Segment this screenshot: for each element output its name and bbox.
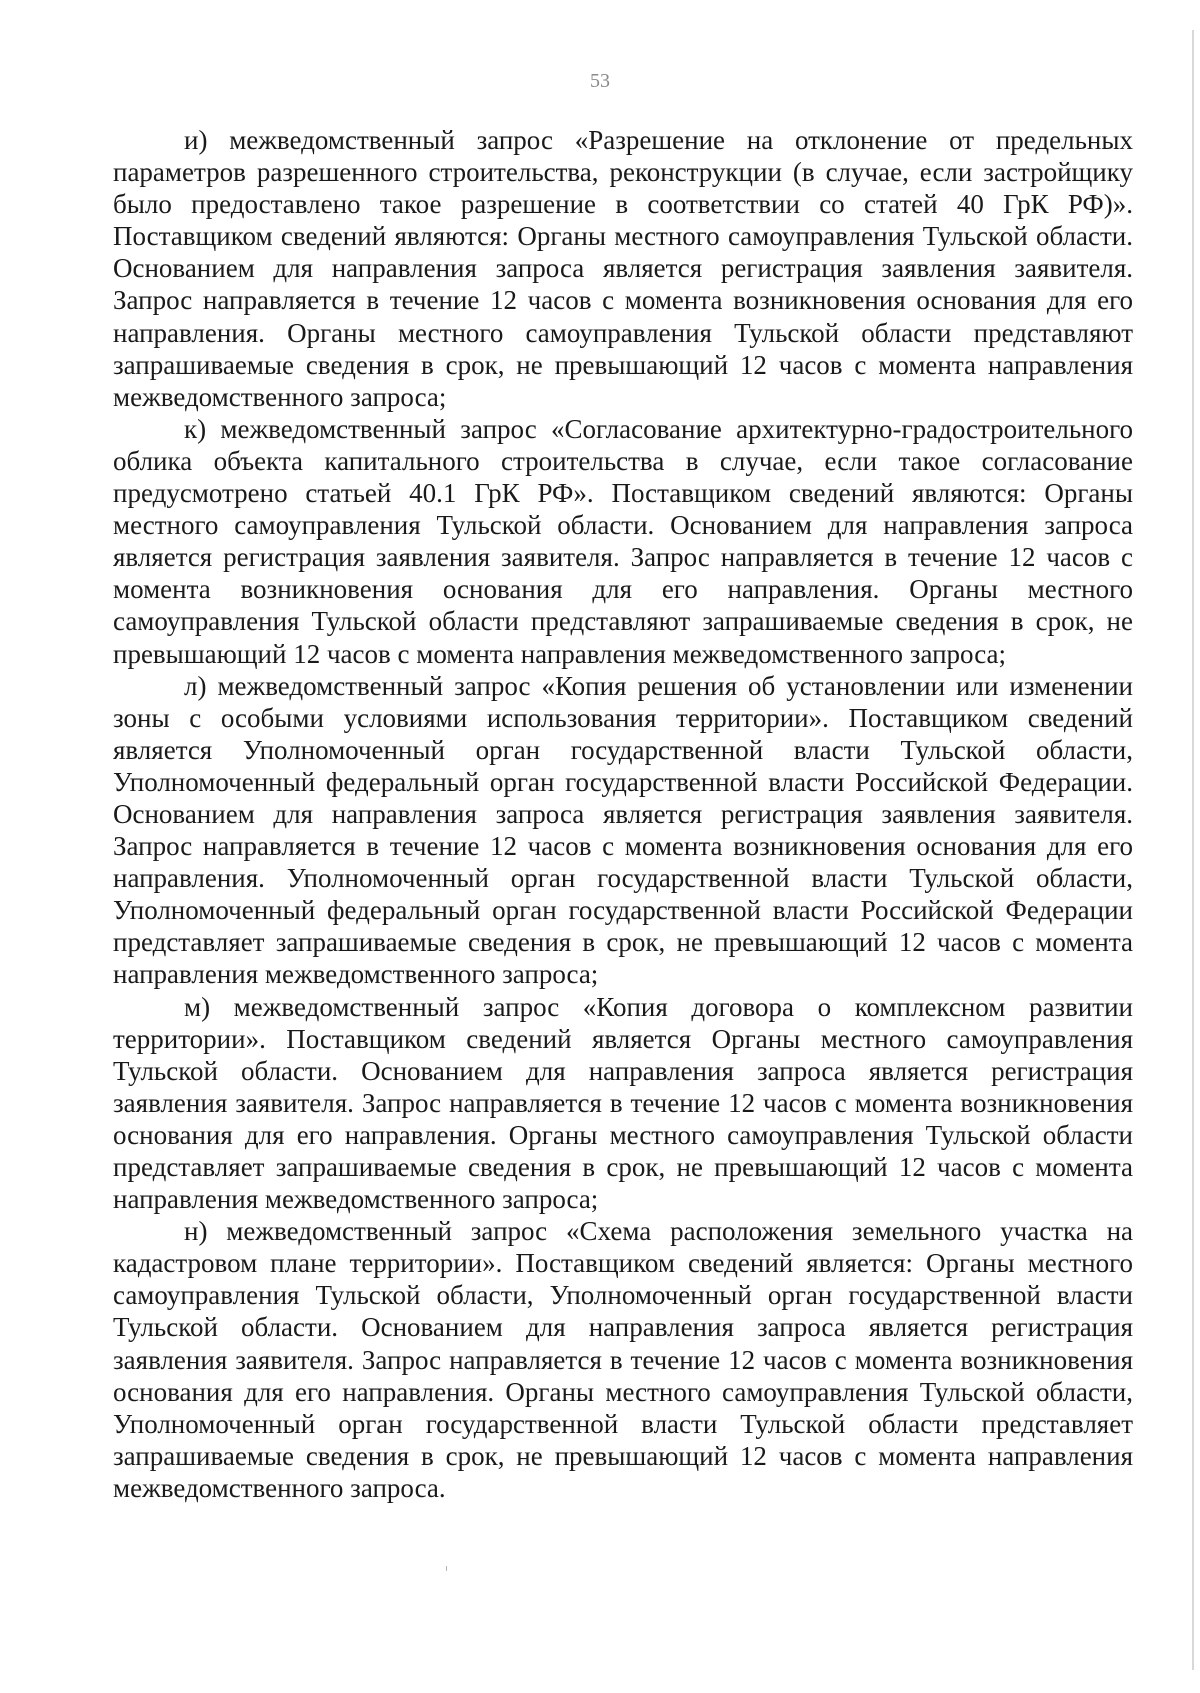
- document-body: [113, 124, 1133, 1504]
- paragraph-n: н) межведомственный запрос «Схема расположения земельного участка на кадастровом плане территории». Поставщиком сведений является: Органы местного самоуправления Тульской области, Уполномоченный орган государственной власти Тульской области. Основанием для направления запроса является регистрация заявления заявителя. Запрос направляется в течение 12 часов с момента возникновения основания для его направления. Органы местного самоуправления Тульской области, Уполномоченный орган государственной власти Тульской области представляет запрашиваемые сведения в срок, не превышающий 12 часов с момента направления межведомственного запроса.: [113, 1216, 1133, 1503]
- paragraph-l: л) межведомственный запрос «Копия решения об установлении или изменении зоны с особыми условиями использования территории». Поставщиком сведений является Уполномоченный орган государственной власти Тульской области, Уполномоченный федеральный орган государственной власти Российской Федерации. Основанием для направления запроса является регистрация заявления заявителя. Запрос направляется в течение 12 часов с момента возникновения основания для его направления. Уполномоченный орган государственной власти Тульской области, Уполномоченный федеральный орган государственной власти Российской Федерации представляет запрашиваемые сведения в срок, не превышающий 12 часов с момента направления межведомственного запроса;: [113, 670, 1133, 990]
- scan-edge-line: [1192, 30, 1194, 1670]
- paragraph-m: м) межведомственный запрос «Копия договора о комплексном развитии территории». Поставщиком сведений является Органы местного самоуправления Тульской области. Основанием для направления запроса является регистрация заявления заявителя. Запрос направляется в течение 12 часов с момента возникновения основания для его направления. Органы местного самоуправления Тульской области представляет запрашиваемые сведения в срок, не превышающий 12 часов с момента направления межведомственного запроса;: [113, 991, 1133, 1215]
- paragraph-k: к) межведомственный запрос «Согласование архитектурно-градостроительного облика объекта капитального строительства в случае, если такое согласование предусмотрено статьей 40.1 ГрК РФ». Поставщиком сведений являются: Органы местного самоуправления Тульской области. Основанием для направления запроса является регистрация заявления заявителя. Запрос направляется в течение 12 часов с момента возникновения основания для его направления. Органы местного самоуправления Тульской области представляют запрашиваемые сведения в срок, не превышающий 12 часов с момента направления межведомственного запроса;: [113, 413, 1133, 669]
- paragraph-i: и) межведомственный запрос «Разрешение на отклонение от предельных параметров разрешенного строительства, реконструкции (в случае, если застройщику было предоставлено такое разрешение в соответствии со статей 40 ГрК РФ)». Поставщиком сведений являются: Органы местного самоуправления Тульской области. Основанием для направления запроса является регистрация заявления заявителя. Запрос направляется в течение 12 часов с момента возникновения основания для его направления. Органы местного самоуправления Тульской области представляют запрашиваемые сведения в срок, не превышающий 12 часов с момента направления межведомственного запроса;: [113, 125, 1133, 412]
- page-number: 53: [590, 70, 610, 92]
- scan-artifact-mark: [446, 1566, 447, 1571]
